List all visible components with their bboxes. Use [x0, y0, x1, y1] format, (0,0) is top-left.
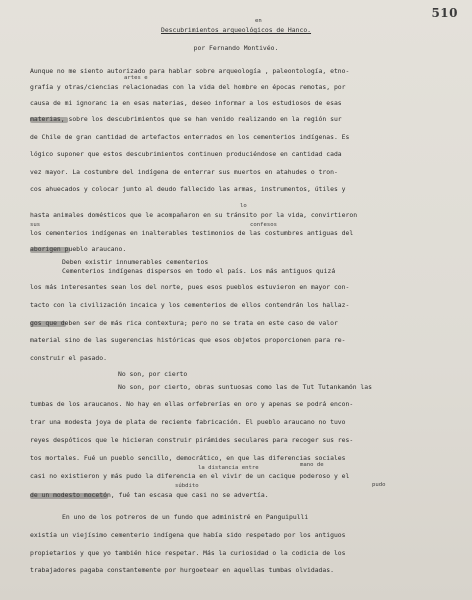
handwritten-insertion: confesos	[250, 222, 277, 228]
body-line: En uno de los potreros de un fundo que administré en Panguipulli	[62, 513, 309, 521]
body-line: tos mortales. Fué un pueblo sencillo, democrático, en que las diferencias sociales	[30, 454, 346, 462]
body-line: Deben existir innumerables cementerios	[62, 258, 209, 266]
handwritten-insertion: la distancia entre	[198, 465, 259, 471]
body-line: materias, sobre los descubrimientos que se han venido realizando en la región sur	[30, 115, 342, 123]
author-line: por Fernando Montivéo.	[193, 44, 279, 52]
body-line: No son, por cierto, obras suntuosas como las de Tut Tutankamón las	[118, 383, 372, 391]
title-insertion: en	[255, 18, 262, 24]
body-line: construir el pasado.	[30, 354, 107, 362]
strikeout-mark	[30, 117, 68, 123]
body-line: los más interesantes sean los del norte, pues esos pueblos estuvieron en mayor con-	[30, 283, 350, 291]
body-line: de Chile de gran cantidad de artefactos enterrados en los cementerios indígenas. Es	[30, 133, 350, 141]
handwritten-insertion: pudo	[372, 482, 386, 488]
page-number: 510	[431, 6, 458, 20]
body-line: grafía y otras/ciencias relacionadas con la vida del hombre en épocas remotas, por	[30, 83, 346, 91]
body-line: Cementerios indígenas dispersos en todo el país. Los más antiguos quizá	[62, 267, 336, 275]
handwritten-insertion: súbdito	[175, 483, 199, 489]
body-line: vez mayor. La costumbre del indígena de enterrar sus muertos en atahudes o tron-	[30, 168, 338, 176]
body-line: No son, por cierto	[118, 370, 188, 378]
body-line: lógico suponer que estos descubrimientos continuen produciéndose en cantidad cada	[30, 150, 342, 158]
body-line: cos ahuecados y colocar junto al deudo fallecido las armas, instrumentos, útiles y	[30, 185, 346, 193]
handwritten-insertion: artes e	[124, 75, 148, 81]
body-line: de un modesto mocetón, fué tan escasa que casi no se advertía.	[30, 491, 269, 499]
body-line: trar una modesta joya de plata de reciente fabricación. El pueblo araucano no tuvo	[30, 418, 346, 426]
body-line: material sino de las sugerencias históricas que esos objetos proporcionen para re-	[30, 336, 346, 344]
body-line: aborigen pueblo araucano.	[30, 245, 127, 253]
handwritten-insertion: lo	[240, 203, 247, 209]
body-line: tumbas de los araucanos. No hay en ellas orfebrerías en oro y apenas se podrá encon-	[30, 400, 354, 408]
body-line: gos que deben ser de más rica contextura; pero no se trata en este caso de valor	[30, 319, 338, 327]
body-line: trabajadores pagaba constantemente por hurgoetear en aquellas tumbas olvidadas.	[30, 566, 334, 574]
body-line: propietarios y que yo también hice respetar. Más la curiosidad o la codicia de los	[30, 549, 346, 557]
body-line: tacto con la civilización incaica y los cementerios de ellos contendrán los hallaz-	[30, 301, 350, 309]
strikeout-mark	[30, 247, 70, 253]
strikeout-mark	[30, 321, 66, 327]
body-line: hasta animales domésticos que le acompañaron en su tránsito por la vida, convirtieron	[30, 211, 358, 219]
body-line: los cementerios indígenas en inalterables testimonios de las costumbres antiguas del	[30, 229, 354, 237]
handwritten-insertion: sus	[30, 222, 41, 228]
body-line: causa de mi ignoranc ia en esas materias, deseo informar a los estudiosos de esas	[30, 99, 342, 107]
body-line: existía un viejísimo cementerio indígena que había sido respetado por los antiguos	[30, 531, 346, 539]
body-line: casi no existieron y más pudo la diferencia en el vivir de un cacique poderoso y el	[30, 472, 350, 480]
body-line: Aunque no me siento autorizado para hablar sobre arqueología , paleontología, etno-	[30, 67, 350, 75]
title-text: Descubrimientos arqueológicos de Hanco.	[160, 26, 312, 34]
body-line: reyes despóticos que le hicieran construir pirámides seculares para recoger sus res-	[30, 436, 354, 444]
handwritten-insertion: mano de	[300, 462, 324, 468]
strikeout-mark	[30, 493, 108, 499]
